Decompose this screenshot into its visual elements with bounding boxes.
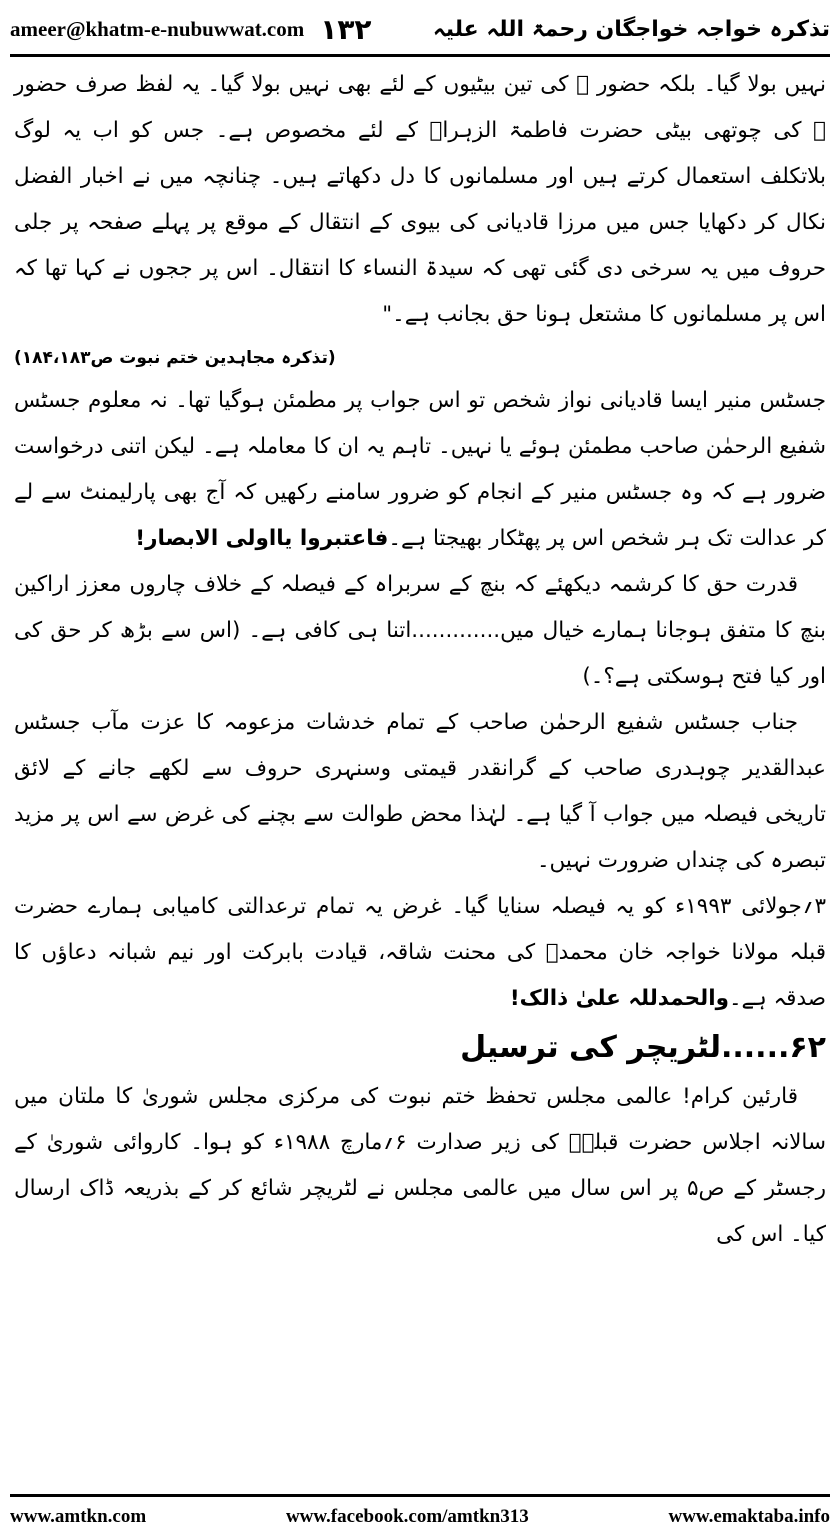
footer-link-amtkn[interactable]: www.amtkn.com <box>10 1506 147 1527</box>
paragraph-2 <box>14 378 826 562</box>
paragraph-5-text: ۳؍جولائی ۱۹۹۳ء کو یہ فیصلہ سنایا گیا۔ غرض یہ تمام ترعدالتی کامیابی ہمارے حضرت قبلہ مولانا خواجہ خان محمدؒ کی محنت شاقہ، قیادت بابرکت اور نیم شبانہ دعاؤں کا صدقہ ہے۔ <box>14 894 826 1011</box>
page-footer <box>10 1502 830 1532</box>
arabic-phrase-2: والحمدللہ علیٰ ذالک! <box>509 986 729 1011</box>
arabic-phrase-1: فاعتبروا یااولی الابصار! <box>135 526 389 551</box>
footer-link-emaktaba[interactable]: www.emaktaba.info <box>668 1506 830 1527</box>
section-heading: ۶۲......لٹریچر کی ترسیل <box>460 1030 826 1065</box>
header-left <box>10 13 372 46</box>
paragraph-6: قارئین کرام! عالمی مجلس تحفظ ختم نبوت کی مرکزی مجلس شوریٰ کا ملتان میں سالانہ اجلاس حضرت قبلہؒ کی زیر صدارت ۶؍مارچ ۱۹۸۸ء کو ہوا۔ کاروائی شوریٰ کے رجسٹر کے ص۵ پر اس سال میں عالمی مجلس نے لٹریچر شائع کر کے بذریعہ ڈاک ارسال کیا۔ اس کی <box>14 1084 827 1247</box>
footer-rule <box>10 1494 830 1497</box>
page-header <box>10 8 830 50</box>
paragraph-2-text: جسٹس منیر ایسا قادیانی نواز شخص تو اس جواب پر مطمئن ہوگیا تھا۔ نہ معلوم جسٹس شفیع الرحمٰن صاحب مطمئن ہوئے یا نہیں۔ تاہم یہ ان کا معاملہ ہے۔ لیکن اتنی درخواست ضرور ہے کہ وہ جسٹس منیر کے انجام کو ضرور سامنے رکھیں کہ آج بھی پارلیمنٹ سے لے کر عدالت تک ہر شخص اس پر پھٹکار بھیجتا ہے۔ <box>14 388 826 551</box>
book-title: تذکرہ خواجہ خواجگان رحمۃ اللہ علیہ <box>432 16 830 42</box>
paragraph-3: قدرت حق کا کرشمہ دیکھئے کہ بنچ کے سربراہ کے فیصلہ کے خلاف چاروں معزز اراکین بنچ کا متفق ہوجانا ہمارے خیال میں.............اتنا ہی کافی ہے۔ (اس سے بڑھ کر حق کی اور کیا فتح ہوسکتی ہے؟۔) <box>14 572 826 689</box>
header-rule <box>10 54 830 57</box>
page-body <box>14 62 826 1490</box>
header-email[interactable]: ameer@khatm-e-nubuwwat.com <box>10 16 305 41</box>
footer-link-facebook[interactable]: www.facebook.com/amtkn313 <box>285 1506 529 1527</box>
paragraph-1: نہیں بولا گیا۔ بلکہ حضور ﷺ کی تین بیٹیوں کے لئے بھی نہیں بولا گیا۔ یہ لفظ صرف حضور ﷺ کی چوتھی بیٹی حضرت فاطمۃ الزہراؓ کے لئے مخصوص ہے۔ جس کو اب یہ لوگ بلاتکلف استعمال کرتے ہیں اور مسلمانوں کا دل دکھاتے ہیں۔ چنانچہ میں نے اخبار الفضل نکال کر دکھایا جس میں مرزا قادیانی کی بیوی کے انتقال کے موقع پر پہلے صفحہ پر جلی حروف میں یہ سرخی دی گئی تھی کہ سیدۃ النساء کا انتقال۔ اس پر ججوں نے کہا تھا کہ اس پر مسلمانوں کا مشتعل ہونا حق بجانب ہے۔" <box>14 72 826 327</box>
paragraph-5 <box>14 884 826 1022</box>
paragraph-4: جناب جسٹس شفیع الرحمٰن صاحب کے تمام خدشات مزعومہ کا عزت مآب جسٹس عبدالقدیر چوہدری صاحب کے گرانقدر قیمتی وسنہری حروف سے لکھے جانے کے لائق تاریخی فیصلہ میں جواب آ گیا ہے۔ لہٰذا محض طوالت سے بچنے کی غرض سے اس پر مزید تبصرہ کی چنداں ضرورت نہیں۔ <box>14 710 826 873</box>
page-number: ۱۳۲ <box>320 12 372 46</box>
citation: (تذکرہ مجاہدین ختم نبوت ص۱۸۴،۱۸۳) <box>14 348 336 368</box>
